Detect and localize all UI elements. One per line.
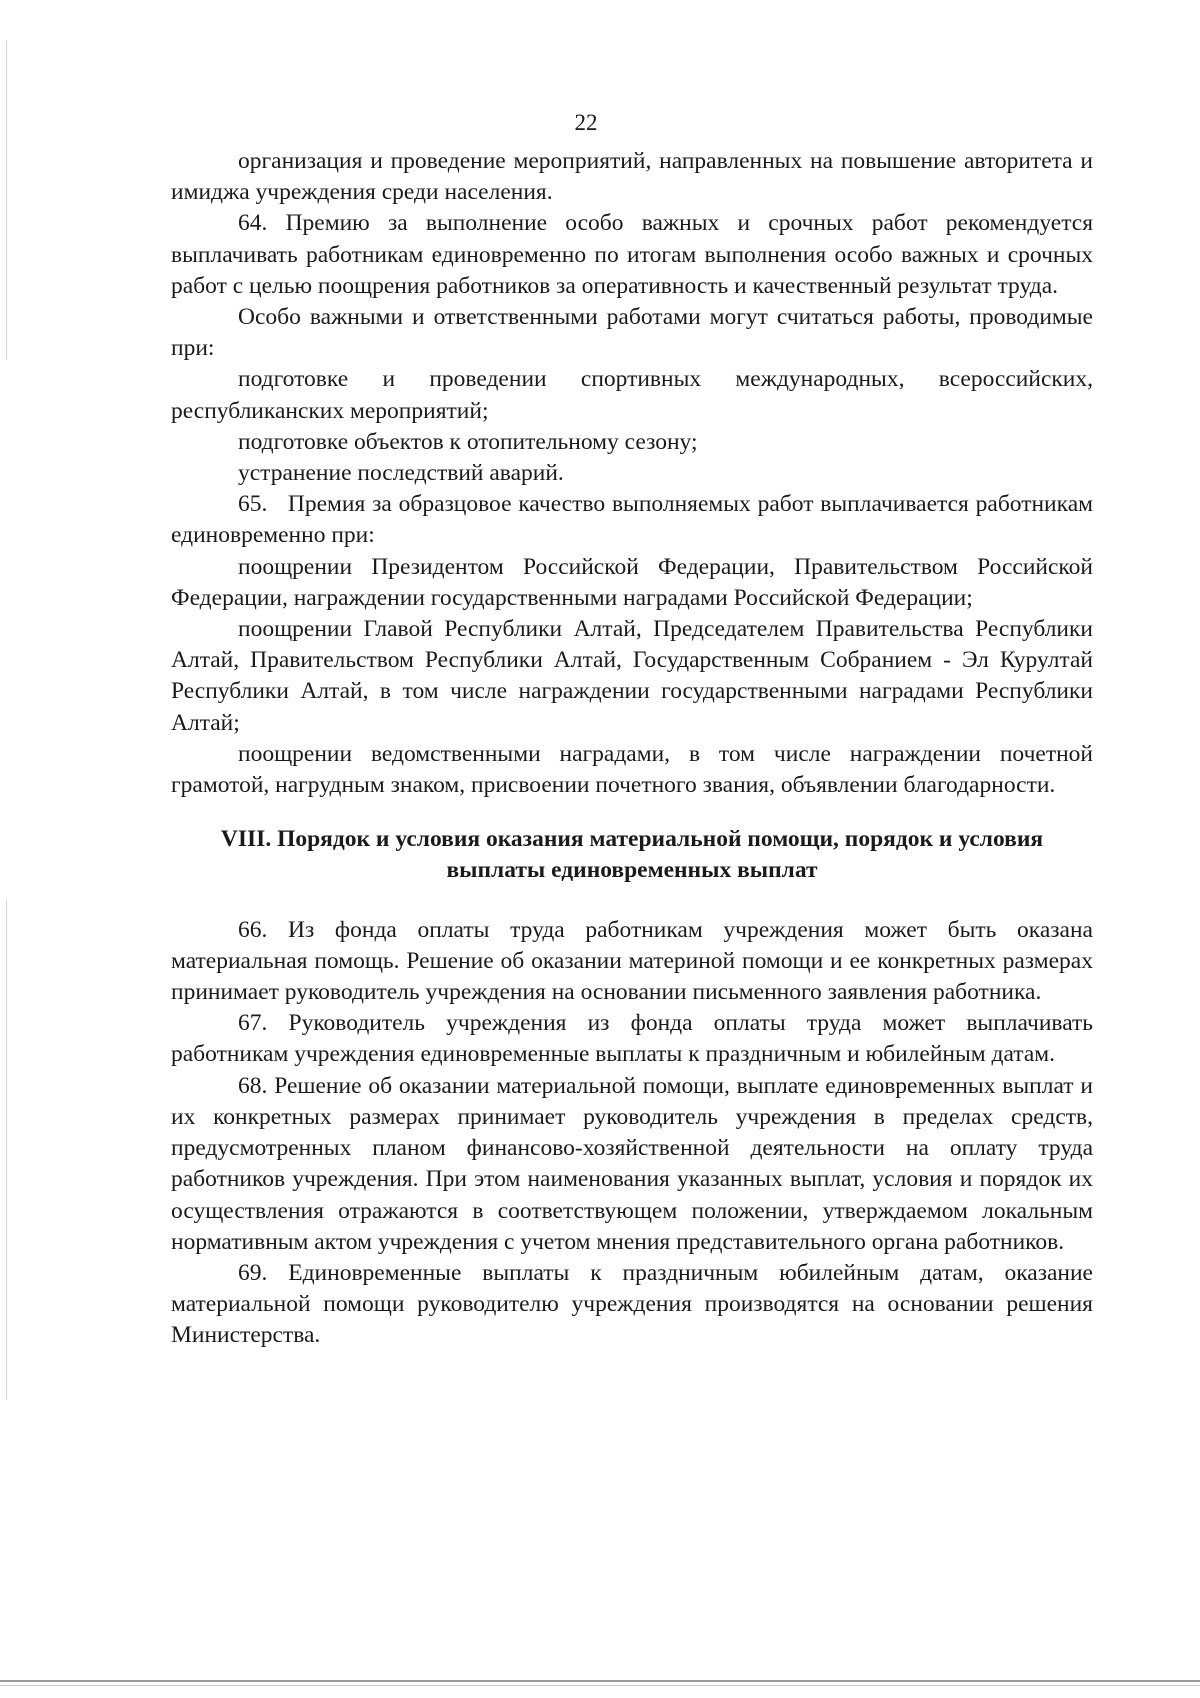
- paragraph: организация и проведение мероприятий, направленных на повышение авторитета и имиджа учреждения среди населения.: [171, 148, 1093, 206]
- paragraph-item-66: 66. Из фонда оплаты труда работникам учреждения может быть оказана материальная помощь. Решение об оказании материной помощи и ее конкретных размерах принимает руководитель учреждения на основании письменного заявления работника.: [171, 916, 1093, 1006]
- list-item: поощрении Президентом Российской Федерации, Правительством Российской Федерации, награждении государственными наградами Российской Федерации;: [171, 553, 1093, 611]
- paragraph: Особо важными и ответственными работами могут считаться работы, проводимые при:: [171, 304, 1093, 362]
- scan-border-line: [0, 1680, 1200, 1682]
- paragraph-item-68: 68. Решение об оказании материальной помощи, выплате единовременных выплат и их конкретных размерах принимает руководитель учреждения в пределах средств, предусмотренных планом финансово-хозяйственной деятельности на оплату труда работников учреждения. При этом наименования указанных выплат, условия и порядок их осуществления отражаются в соответствующем положении, утверждаемом локальным нормативным актом учреждения с учетом мнения представительного органа работников.: [171, 1072, 1093, 1255]
- paragraph-item-64: 64. Премию за выполнение особо важных и срочных работ рекомендуется выплачивать работникам единовременно по итогам выполнения особо важных и срочных работ с целью поощрения работников за оперативность и качественный результат труда.: [171, 210, 1093, 299]
- paragraph-item-65: 65. Премия за образцовое качество выполняемых работ выплачивается работникам единовременно при:: [171, 491, 1099, 549]
- scan-edge-mark: [6, 900, 7, 1400]
- paragraph-item-67: 67. Руководитель учреждения из фонда оплаты труда может выплачивать работникам учреждения единовременные выплаты к праздничным и юбилейным датам.: [171, 1010, 1093, 1068]
- list-item: поощрении ведомственными наградами, в том числе награждении почетной грамотой, нагрудным знаком, присвоении почетного звания, объявлении благодарности.: [171, 740, 1093, 799]
- document-body: [171, 146, 1099, 1352]
- scan-border-line: [0, 1685, 1200, 1686]
- section-heading: VIII. Порядок и условия оказания материальной помощи, порядок и условия выплаты единовременных выплат: [220, 826, 1044, 884]
- list-item: подготовке объектов к отопительному сезону;: [238, 428, 698, 455]
- scan-edge-mark: [6, 40, 7, 360]
- page-number: 22: [574, 110, 598, 135]
- list-item: устранение последствий аварий.: [238, 460, 564, 487]
- list-item: поощрении Главой Республики Алтай, Председателем Правительства Республики Алтай, Правительством Республики Алтай, Государственным Собранием - Эл Курултай Республики Алтай, в том числе награждении государственными наградами Республики Алтай;: [171, 616, 1093, 736]
- list-item: подготовке и проведении спортивных международных, всероссийских, республиканских мероприятий;: [171, 366, 1093, 424]
- paragraph-item-69: 69. Единовременные выплаты к праздничным юбилейным датам, оказание материальной помощи руководителю учреждения производятся на основании решения Министерства.: [171, 1259, 1093, 1349]
